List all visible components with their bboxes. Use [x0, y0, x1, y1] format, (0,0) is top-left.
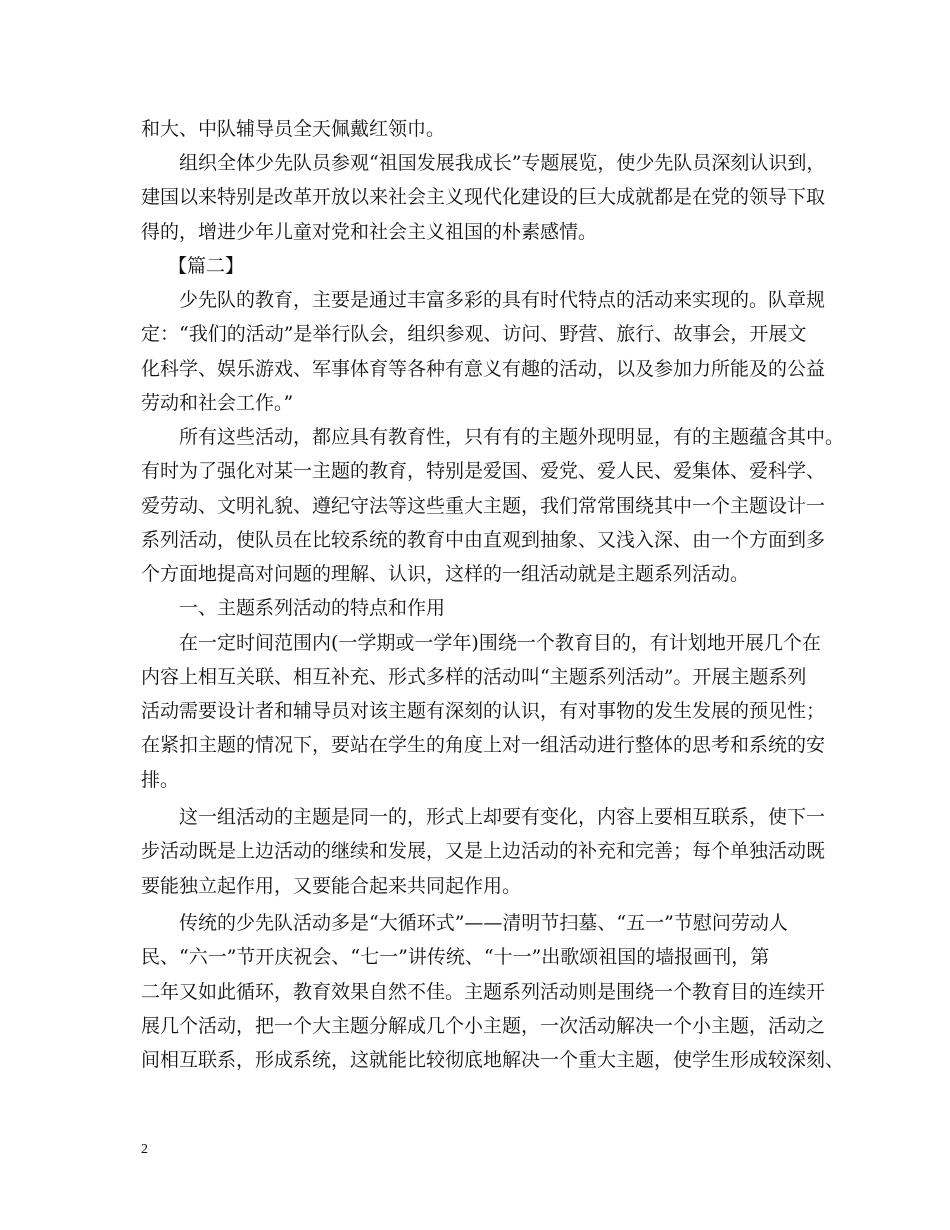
text-line: 二年又如此循环，教育效果自然不佳。主题系列活动则是围绕一个教育目的连续开	[141, 981, 826, 1003]
text-line: 这一组活动的主题是同一的，形式上却要有变化，内容上要相互联系，使下一	[179, 806, 826, 828]
text-line: 和大、中队辅导员全天佩戴红领巾。	[141, 118, 446, 140]
text-line: 劳动和社会工作。”	[141, 392, 294, 414]
text-line: 展几个活动，把一个大主题分解成几个小主题，一次活动解决一个小主题，活动之	[141, 1015, 826, 1037]
text-line: 要能独立起作用，又要能合起来共同起作用。	[141, 875, 522, 897]
section-heading: 一、主题系列活动的特点和作用	[179, 597, 446, 619]
text-line: 活动需要设计者和辅导员对该主题有深刻的认识，有对事物的发生发展的预见性；	[141, 700, 826, 722]
section-heading: 【篇二】	[168, 255, 245, 277]
text-line: 系列活动，使队员在比较系统的教育中由直观到抽象、又浅入深、由一个方面到多	[141, 529, 826, 551]
text-line: 内容上相互关联、相互补充、形式多样的活动叫“主题系列活动”。开展主题系列	[141, 666, 807, 688]
text-line: 化科学、娱乐游戏、军事体育等各种有意义有趣的活动，以及参加力所能及的公益	[141, 358, 826, 380]
text-line: 有时为了强化对某一主题的教育，特别是爱国、爱党、爱人民、爱集体、爱科学、	[141, 460, 826, 482]
text-line: 在紧扣主题的情况下，要站在学生的角度上对一组活动进行整体的思考和系统的安	[141, 734, 826, 756]
text-line: 传统的少先队活动多是“大循环式”——清明节扫墓、“五一”节慰问劳动人	[179, 912, 788, 934]
text-line: 民、“六一”节开庆祝会、“七一”讲传统、“十一”出歌颂祖国的墙报画刊，第	[141, 946, 770, 968]
text-line: 步活动既是上边活动的继续和发展，又是上边活动的补充和完善；每个单独活动既	[141, 840, 826, 862]
text-line: 在一定时间范围内(一学期或一学年)围绕一个教育目的，有计划地开展几个在	[179, 632, 821, 654]
text-line: 所有这些活动，都应具有教育性，只有有的主题外现明显，有的主题蕴含其中。	[179, 426, 845, 448]
text-line: 组织全体少先队员参观“祖国发展我成长”专题展览，使少先队员深刻认识到，	[179, 152, 826, 174]
text-line: 间相互联系，形成系统，这就能比较彻底地解决一个重大主题，使学生形成较深刻、	[141, 1049, 845, 1071]
text-line: 定：“我们的活动”是举行队会，组织参观、访问、野营、旅行、故事会，开展文	[141, 323, 807, 345]
text-line: 爱劳动、文明礼貌、遵纪守法等这些重大主题，我们常常围绕其中一个主题设计一	[141, 495, 826, 517]
text-line: 排。	[141, 769, 180, 791]
page-number: 2	[141, 1142, 148, 1157]
text-line: 建国以来特别是改革开放以来社会主义现代化建设的巨大成就都是在党的领导下取	[141, 186, 826, 208]
text-line: 个方面地提高对问题的理解、认识，这样的一组活动就是主题系列活动。	[141, 563, 750, 585]
text-line: 得的，增进少年儿童对党和社会主义祖国的朴素感情。	[141, 221, 598, 243]
text-line: 少先队的教育，主要是通过丰富多彩的具有时代特点的活动来实现的。队章规	[179, 289, 826, 311]
